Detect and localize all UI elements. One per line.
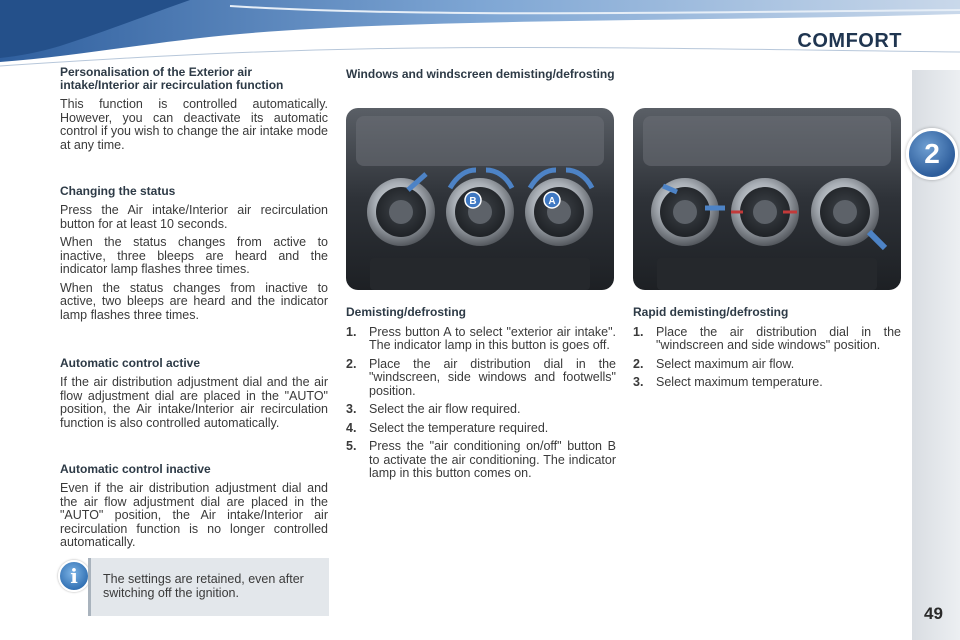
list-item: 1. Place the air distribution dial in the "windscreen and side windows" position. xyxy=(633,324,901,352)
rapid-demisting-heading: Rapid demisting/defrosting xyxy=(633,305,789,319)
photo-label-a: A xyxy=(548,196,556,207)
left-column xyxy=(60,66,328,555)
demisting-heading: Demisting/defrosting xyxy=(346,305,467,319)
rapid-demisting-steps xyxy=(633,306,901,395)
chapter-tab[interactable]: 2 xyxy=(906,128,958,180)
changing-status-heading: Changing the status xyxy=(60,184,176,198)
control-panel-photo-demisting xyxy=(346,108,614,290)
changing-status-p1: Press the Air intake/Interior air recirculation button for at least 10 seconds. xyxy=(60,203,328,231)
changing-status-p3: When the status changes from inactive to active, two bleeps are heard and the indicator lamp flashes three times. xyxy=(60,280,328,322)
list-item: 4. Select the temperature required. xyxy=(346,420,549,435)
control-panel-photo-rapid xyxy=(633,108,901,290)
demisting-section-heading: Windows and windscreen demisting/defrosting xyxy=(346,67,615,81)
photo-label-b: B xyxy=(469,196,477,207)
demisting-steps xyxy=(346,306,616,486)
personalisation-heading: Personalisation of the Exterior air intake/Interior air recirculation function xyxy=(60,65,284,92)
list-item: 3. Select maximum temperature. xyxy=(633,375,823,389)
list-item: 2. Place the air distribution dial in the "windscreen, side windows and footwells" position. xyxy=(346,356,616,398)
auto-inactive-text: Even if the air distribution adjustment dial and the air flow adjustment dial are placed in the "AUTO" position, the Air intake/Interior air recirculation function is no longer controlled automatically. xyxy=(60,481,328,549)
section-title: COMFORT xyxy=(797,30,902,52)
list-item: 1. Press button A to select "exterior air intake". The indicator lamp in this button is goes off. xyxy=(346,324,616,352)
info-note: The settings are retained, even after switching off the ignition. xyxy=(88,558,329,616)
list-item: 2. Select maximum air flow. xyxy=(633,356,795,371)
list-item: 3. Select the air flow required. xyxy=(346,402,521,416)
page-header xyxy=(0,0,960,70)
list-item: 5. Press the "air conditioning on/off" button B to activate the air conditioning. The indicator lamp in this button comes on. xyxy=(346,439,616,480)
page-number: 49 xyxy=(924,604,943,623)
changing-status-p2: When the status changes from active to inactive, three bleeps are heard and the indicator lamp flashes three times. xyxy=(60,235,328,276)
auto-inactive-heading: Automatic control inactive xyxy=(60,462,211,476)
auto-active-text: If the air distribution adjustment dial and the air flow adjustment dial are placed in the "AUTO" position, the Air intake/Interior air recirculation function is also controlled automatically. xyxy=(60,375,328,430)
info-icon: i xyxy=(58,560,90,592)
personalisation-intro: This function is controlled automatically. However, you can deactivate its automatic control if you wish to change the air intake mode at any time. xyxy=(60,97,328,152)
auto-active-heading: Automatic control active xyxy=(60,356,201,370)
